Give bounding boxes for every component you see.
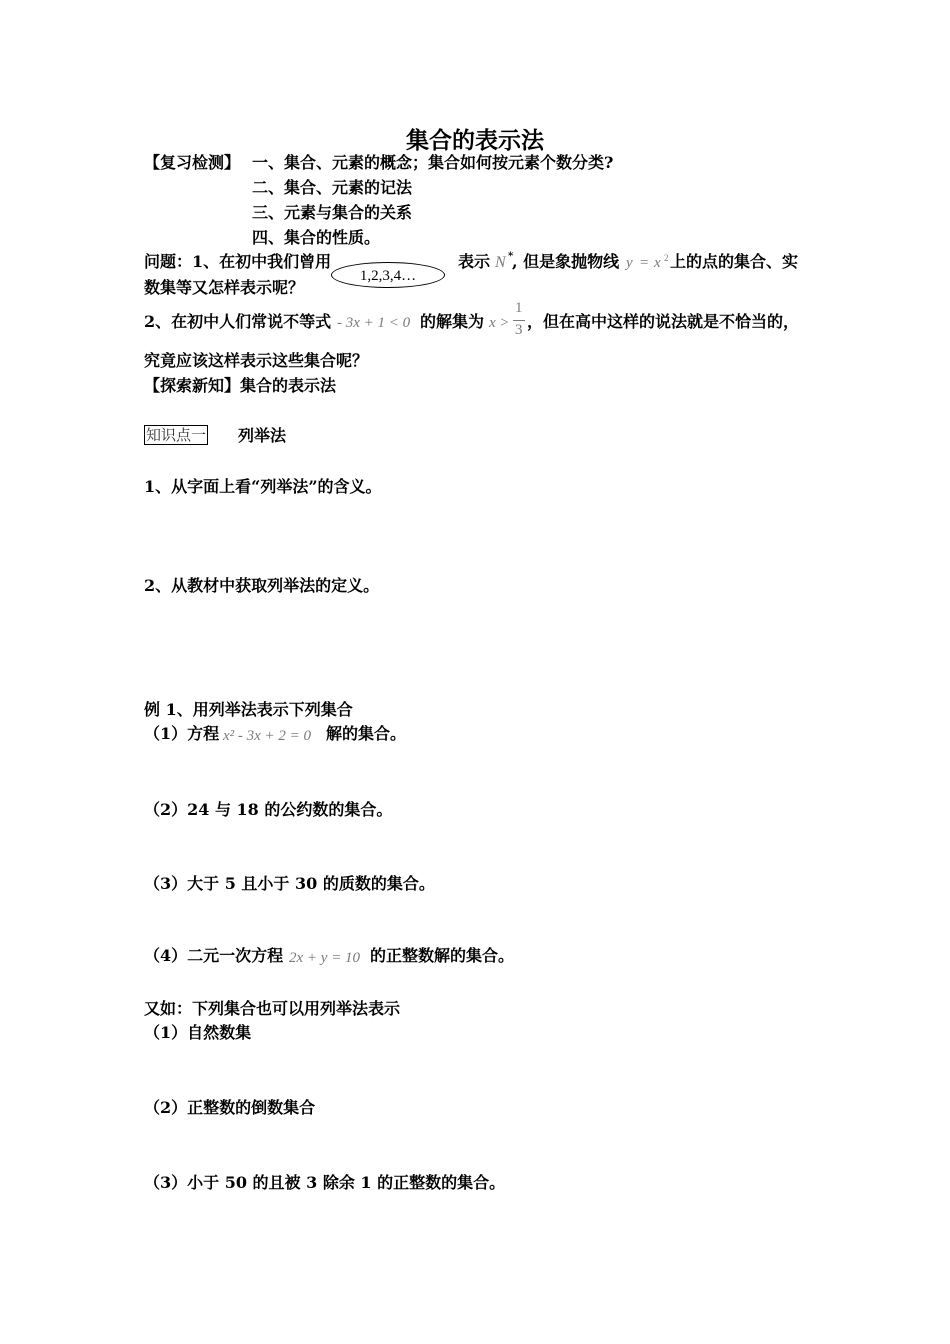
knowledge-point-box: 知识点一 bbox=[146, 426, 207, 444]
page-title: 集合的表示法 bbox=[406, 127, 544, 154]
fraction-numerator: 1 bbox=[515, 300, 523, 316]
example-heading: 例 1、用列举法表示下列集合 bbox=[144, 700, 353, 719]
also-item-2: （2）正整数的倒数集合 bbox=[144, 1098, 316, 1117]
question1-mid: 表示 bbox=[458, 252, 491, 271]
math-quadratic: x² - 3x + 2 = 0 bbox=[223, 728, 312, 744]
review-item-4: 四、集合的性质。 bbox=[252, 228, 381, 247]
example-1-suffix: 解的集合。 bbox=[326, 724, 407, 743]
point-2: 2、从教材中获取列举法的定义。 bbox=[144, 576, 380, 595]
math-x-gt: x > bbox=[489, 315, 510, 331]
review-item-3: 三、元素与集合的关系 bbox=[252, 203, 413, 222]
review-item-1: 一、集合、元素的概念；集合如何按元素个数分类? bbox=[252, 153, 614, 172]
point-1: 1、从字面上看“列举法”的含义。 bbox=[144, 477, 382, 496]
math-equals: = bbox=[640, 255, 649, 271]
math-inequality: - 3x + 1 < 0 bbox=[337, 315, 411, 331]
math-y: y bbox=[626, 255, 633, 271]
question2-line2: 究竟应该这样表示这些集合呢？ bbox=[144, 351, 369, 370]
math-N: N bbox=[495, 254, 506, 271]
question1-suffix: 上的点的集合、实 bbox=[670, 252, 799, 271]
example-4-suffix: 的正整数解的集合。 bbox=[370, 946, 515, 965]
also-item-3: （3）小于 50 的且被 3 除余 1 的正整数的集合。 bbox=[144, 1173, 506, 1192]
example-3: （3）大于 5 且小于 30 的质数的集合。 bbox=[144, 874, 435, 893]
question2-mid: 的解集为 bbox=[420, 312, 485, 331]
example-4-prefix: （4）二元一次方程 bbox=[144, 946, 284, 965]
math-x: x bbox=[654, 255, 661, 271]
review-label: 【复习检测】 bbox=[144, 153, 241, 172]
example-1-prefix: （1）方程 bbox=[144, 724, 220, 743]
math-x-sup: 2 bbox=[664, 253, 669, 263]
question2-suffix: ，但在高中这样的说法就是不恰当的， bbox=[527, 312, 800, 331]
knowledge-title: 列举法 bbox=[238, 426, 287, 445]
fraction-bar bbox=[513, 320, 525, 321]
question1-prefix: 问题：1、在初中我们曾用 bbox=[144, 252, 332, 271]
question1-mid2: , 但是象抛物线 bbox=[512, 252, 620, 271]
question1-line2: 数集等又怎样表示呢？ bbox=[144, 278, 305, 297]
also-item-1: （1）自然数集 bbox=[144, 1023, 252, 1042]
explore-heading: 【探索新知】集合的表示法 bbox=[144, 376, 337, 395]
review-item-2: 二、集合、元素的记法 bbox=[252, 178, 413, 197]
ellipse-set-notation: 1,2,3,4… bbox=[331, 262, 445, 288]
question2-prefix: 2、在初中人们常说不等式 bbox=[144, 312, 332, 331]
math-linear: 2x + y = 10 bbox=[289, 950, 361, 966]
fraction-denominator: 3 bbox=[515, 322, 523, 338]
math-N-sup: * bbox=[508, 251, 514, 262]
also-heading: 又如：下列集合也可以用列举法表示 bbox=[144, 999, 401, 1018]
example-2: （2）24 与 18 的公约数的集合。 bbox=[144, 800, 393, 819]
